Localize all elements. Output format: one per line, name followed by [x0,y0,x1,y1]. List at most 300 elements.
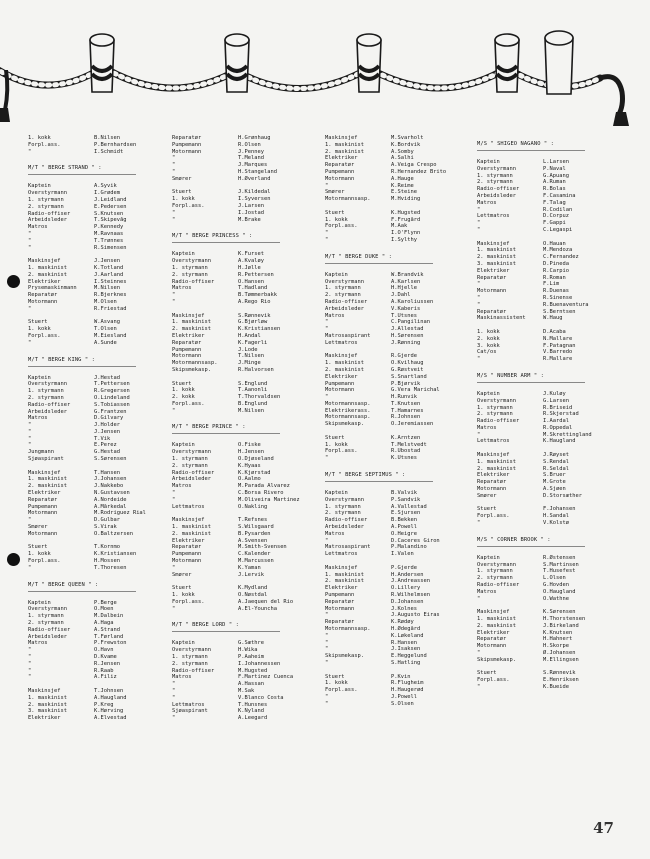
crew-name: K.Utsnes [391,455,417,462]
crew-role: 2. styrmann [172,462,208,469]
crew-name: I.Johannessen [238,660,281,667]
crew-row [28,245,176,252]
crew-role: Maskinsjef [28,687,61,694]
crew-role: Matros [477,199,497,206]
crew-role: 2. styrmann [325,292,361,299]
crew-row [325,414,473,421]
crew-name: P.Malandino [391,544,427,551]
crew-name: P.Kvin [391,673,411,680]
crew-name: I.Jostad [238,209,264,216]
crew-row [325,442,473,449]
crew-name: E.Steine [391,189,417,196]
crew-name: A.Nordeide [94,496,127,503]
crew-role: 3. kokk [477,342,500,349]
crew-role: Elektriker [172,332,205,339]
crew-role: " [172,490,176,497]
crew-name: R.Simensen [94,244,127,251]
crew-role: Forpl.ass. [325,223,358,230]
crew-role: 1. kokk [28,135,51,141]
crew-row [325,517,473,524]
crew-name: O.Haugland [543,588,576,595]
crew-row [325,340,473,347]
heading-underline [172,631,280,632]
crew-name: H.Runvik [391,394,417,401]
crew-name: M.Eiesland [94,332,127,339]
crew-row [28,409,176,416]
crew-name: H.Andersen [391,571,424,578]
crew-row [172,203,320,210]
crew-row [325,176,473,183]
heading-underline [28,366,136,367]
crew-name: R.Gjerde [391,353,417,360]
crew-role: Smører [172,175,192,182]
crew-role: Forpl.ass. [28,558,61,565]
crew-row [28,238,176,245]
crew-row [28,456,176,463]
crew-role: Elektriker [477,629,510,636]
crew-row [325,353,473,360]
crew-role: Elektriker [28,715,61,722]
crew-name: A.Haugland [94,694,127,701]
crew-role: " [28,422,32,429]
crew-row [172,531,320,538]
crew-row [325,217,473,224]
crew-name: D.Acaba [543,328,566,335]
crew-name: A.Filiz [94,674,117,681]
crew-name: M.Grote [543,479,566,486]
section-spacer [28,538,176,545]
crew-name: R.Bjerknes [94,292,127,299]
crew-name: A.Sunde [94,339,117,346]
crew-row [477,166,625,173]
crew-name: Ø.Johansen [543,650,576,656]
crew-row [325,421,473,428]
crew-name: T.Kornmo [94,544,120,551]
crew-row [28,531,176,538]
crew-name: H.Wika [238,647,258,654]
crew-name: A.Somby [391,148,414,155]
crew-name: R.Halvorsen [238,366,274,373]
crew-name: E.Pedersen [94,203,127,210]
crew-role: " [325,632,329,639]
section-spacer [477,322,625,329]
crew-row [325,633,473,640]
crew-role: 1. kokk [28,326,51,333]
crew-name: J.Johansen [94,476,127,483]
crew-name: A.Karlsen [391,278,421,285]
crew-row [28,135,176,142]
crew-name: S.Wilsgaard [238,524,274,531]
crew-row [28,470,176,477]
crew-role: Maskinsjef [477,240,510,247]
crew-row [325,149,473,156]
crew-role: 1. kokk [28,551,51,558]
crew-role: Arbeidsleder [28,408,67,415]
crew-row [477,309,625,316]
crew-row [325,401,473,408]
section-spacer [28,313,176,320]
crew-role: 2. maskinist [28,701,67,708]
crew-row [172,210,320,217]
crew-row [28,442,176,449]
crew-role: 1. maskinist [172,524,211,531]
crew-name: F.Casamina [543,192,576,199]
page-number: 47 [593,819,614,837]
section-spacer [325,667,473,674]
crew-name: A.Strand [94,626,120,633]
crew-role: " [28,674,32,681]
crew-name: I.Aardal [543,418,569,425]
crew-role: Matros [325,530,345,537]
crew-name: M.Aak [391,223,408,230]
crew-name: M.Rodriguez Rial [94,510,146,517]
crew-role: Matros [477,588,497,595]
crew-row [28,544,176,551]
ship-crew-list [28,135,176,155]
section-spacer [172,374,320,381]
section-spacer [477,445,625,452]
crew-name: G.Vera Marichal [391,387,440,394]
crew-name: P.Frewston [94,640,127,647]
crew-role: Elektriker [172,537,205,544]
crew-name: J.Minge [238,360,261,367]
crew-name: G.Røstveit [391,366,424,373]
crew-name: H.Skorpe [543,643,569,650]
crew-role: Maskinsjef [325,564,358,571]
crew-row [28,149,176,156]
crew-name: D.Kvame [94,654,117,660]
heading-underline [172,433,280,434]
crew-row [477,343,625,350]
crew-role: Motormann [325,175,355,182]
crew-name: H.Mossen [94,558,120,565]
ship-crew-list [477,373,625,527]
crew-row [477,452,625,459]
ship-name-heading: M/T " BERGE PRINCESS " : [172,233,253,240]
crew-role: Radio-offiser [325,517,368,524]
crew-row [477,288,625,295]
crew-row [477,623,625,630]
crew-name: A.Hassan [238,681,264,688]
crew-role: Motormannsasp. [325,414,371,421]
crew-name: M.Ravnaas [94,230,124,237]
crew-role: Stuert [28,319,48,326]
section-spacer [325,347,473,354]
crew-row [325,183,473,190]
crew-name: M.Skrettingland [543,431,592,438]
crew-row [325,687,473,694]
crew-row [477,179,625,186]
crew-role: Motormannsasp. [325,626,371,632]
crew-role: Overstyrmann [477,165,516,172]
crew-row [28,340,176,347]
crew-role: Overstyrmann [172,258,211,265]
crew-row [325,435,473,442]
crew-row [325,306,473,313]
crew-name: B.Tømmerbakk [238,292,277,299]
crew-role: 1. kokk [172,592,195,599]
crew-name: M.Oliveira Martinez [238,496,300,503]
crew-row [477,405,625,412]
crew-role: Smører [477,492,497,499]
crew-role: Matros [28,224,48,231]
crew-name: B.Valvik [391,490,417,497]
crew-name: R.Briseid [543,404,573,411]
ship-crew-list [325,254,473,462]
crew-row [325,653,473,660]
crew-row [325,538,473,545]
crew-name: L.Larsen [543,159,569,165]
crew-row [477,555,625,562]
crew-row [477,275,625,282]
crew-name: B.Bekken [391,517,417,524]
crew-role: Elektriker [477,472,510,479]
crew-role: Kaptein [477,159,500,165]
crew-name: T.Husefest [543,568,576,575]
crew-row [172,688,320,695]
crew-role: Matros [172,285,192,292]
crew-row [28,634,176,641]
crew-name: J.Allestad [391,326,424,333]
crew-row [172,599,320,606]
crew-role: Skipsmekasp. [325,653,364,660]
crew-role: " [477,595,481,602]
crew-role: Pumpemann [325,168,355,175]
crew-name: O.Aalmo [238,476,261,483]
crew-row [28,319,176,326]
crew-row [325,387,473,394]
crew-role: Overstyrmann [28,606,67,613]
crew-name: F.Martinez Cuenca [238,674,294,681]
crew-name: R.Wilhelmsen [391,592,430,599]
crew-role: Skipsmekasp. [325,421,364,428]
ship-crew-list [172,622,320,722]
crew-row [28,402,176,409]
crew-role: Stuert [172,189,192,196]
crew-role: 1. maskinist [172,319,211,326]
crew-name: S.Hatling [391,659,421,666]
crew-role: " [325,537,329,544]
crew-name: P.Naval [543,165,566,172]
crew-row [172,708,320,715]
section-spacer [28,251,176,258]
crew-name: A.Veiga Crespo [391,162,437,169]
section-spacer [477,602,625,609]
crew-name: M.Mendoza [543,247,573,254]
crew-row [325,585,473,592]
crew-name: R.Skjerstad [543,411,579,418]
crew-role: Forpl.ass. [477,513,510,520]
crew-role: 1. styrmann [477,172,513,179]
crew-row [28,715,176,722]
crew-role: Maskinsjef [325,135,358,141]
crew-role: 1. maskinist [325,571,364,578]
crew-row [325,367,473,374]
crew-role: " [325,646,329,653]
crew-name: G.Larsen [543,397,569,404]
crew-role: 2. maskinist [325,366,364,373]
crew-role: " [28,654,32,660]
crew-row [172,408,320,415]
crew-name: M.Nilsen [94,285,120,292]
crew-row [325,455,473,462]
crew-row [477,630,625,637]
crew-name: J.Isaksen [391,646,421,653]
crew-name: K.Knutsen [543,629,573,636]
crew-role: " [477,226,481,233]
crew-name: H.Øverland [238,175,271,182]
crew-role: Kaptein [477,554,500,561]
crew-role: Radio-offiser [172,469,215,476]
crew-name: O.Djøseland [238,456,274,463]
crew-role: " [28,230,32,237]
crew-role: Lettmatros [477,213,510,220]
crew-row [477,227,625,234]
crew-row [325,701,473,708]
crew-row [477,643,625,650]
crew-name: P.Kreg [94,701,114,708]
crew-name: R.Carpio [543,267,569,274]
crew-name: F.Talag [543,199,566,206]
crew-row [172,176,320,183]
crew-role: " [325,700,329,707]
crew-row [28,381,176,388]
crew-role: 2. styrmann [172,660,208,667]
section-spacer [172,306,320,313]
ship-crew-list [477,537,625,691]
crew-role: 1. maskinist [477,247,516,254]
crew-name: T.Vik [94,435,111,442]
crew-row [28,708,176,715]
heading-underline [477,382,585,383]
crew-row [325,592,473,599]
crew-row [28,306,176,313]
crew-name: H.Andal [238,332,261,339]
heading-underline [325,481,433,482]
crew-row [325,660,473,667]
crew-row [172,394,320,401]
crew-role: " [325,639,329,646]
crew-row [325,408,473,415]
crew-name: R.Mallare [543,356,573,363]
crew-role: Elektriker [28,278,61,285]
crew-row [325,626,473,633]
crew-name: O.Hansen [238,278,264,285]
heading-underline [325,263,433,264]
crew-row [172,265,320,272]
crew-role: Reparatør [28,292,58,299]
ship-name-heading: M/T " BERGE KING " : [28,356,95,363]
ship-name-heading: M/T " BERGE LORD " : [172,622,239,629]
ship-name-heading: M/S " SHIGEO NAGANO " : [477,141,554,147]
crew-name: F.Frugård [391,216,421,223]
crew-name: O.Havn [94,647,114,654]
crew-row [28,600,176,607]
crew-name: N.Mallare [543,335,573,342]
crew-row [172,279,320,286]
ship-crew-list [172,135,320,223]
binder-hole-bottom [7,553,20,566]
crew-role: Matros [28,640,48,647]
crew-row [325,292,473,299]
crew-row [477,562,625,569]
crew-name: A.Syvik [94,183,117,190]
crew-name: R.Buenaventura [543,301,589,308]
crew-role: Motormann [325,605,355,612]
section-spacer [325,203,473,210]
crew-name: A.Powell [391,524,417,531]
crew-name: S.Knutsen [94,210,124,217]
ship-crew-list [28,357,176,572]
crew-role: Matrosaspirant [325,332,371,339]
crew-row [28,558,176,565]
crew-role: 1. styrmann [172,654,208,660]
crew-name: S.Olsen [391,700,414,707]
crew-name: P.Sandvik [391,496,421,503]
crew-name: J.Leidland [94,196,127,203]
crew-name: A.Rego Rio [238,298,271,305]
crew-name: R.Pettersen [238,271,274,278]
crew-name: M.Ellingsen [543,656,579,663]
crew-name: G.Bjørløw [238,319,268,326]
crew-name: K.Reime [391,182,414,189]
crew-name: J.Andreassen [391,578,430,585]
crew-role: " [172,496,176,503]
crew-name: H.Thorstensen [543,616,586,623]
crew-row [477,472,625,479]
crew-role: " [477,301,481,308]
crew-role: Pumpemann [28,503,58,510]
crew-name: C.Fernandez [543,254,579,261]
crew-role: " [172,681,176,688]
crew-role: Overstyrmann [172,449,211,456]
crew-row [477,677,625,684]
crew-name: R.Sinense [543,294,573,301]
crew-row [325,272,473,279]
crew-name: J.Holder [94,422,120,429]
crew-name: K.Mydland [238,585,268,592]
crew-role: Radio-offiser [28,401,71,408]
crew-row [172,524,320,531]
crew-column-3 [325,135,473,718]
crew-row [325,279,473,286]
crew-row [172,456,320,463]
crew-row [477,432,625,439]
crew-row [477,329,625,336]
crew-row [325,142,473,149]
crew-row [28,292,176,299]
crew-role: " [325,319,329,326]
crew-role: Motormannsasp. [172,360,218,367]
crew-row [477,479,625,486]
crew-name: T.Nilsen [238,353,264,360]
crew-name: H.Jølle [238,264,261,271]
crew-role: Smører [28,524,48,531]
crew-name: T.Utsnes [391,312,417,319]
crew-row [172,347,320,354]
crew-row [28,415,176,422]
crew-name: S.Martinsen [543,561,579,568]
crew-role: " [477,431,481,438]
crew-row [172,299,320,306]
crew-name: J.Dahl [391,292,411,299]
crew-name: S.Bruer [543,472,566,479]
crew-role: Reparatør [28,496,58,503]
crew-name: T.Trønnes [94,237,124,244]
crew-role: Overstyrmann [325,278,364,285]
crew-name: S.Rønnevik [543,670,576,677]
crew-name: F.Patagnan [543,342,576,349]
